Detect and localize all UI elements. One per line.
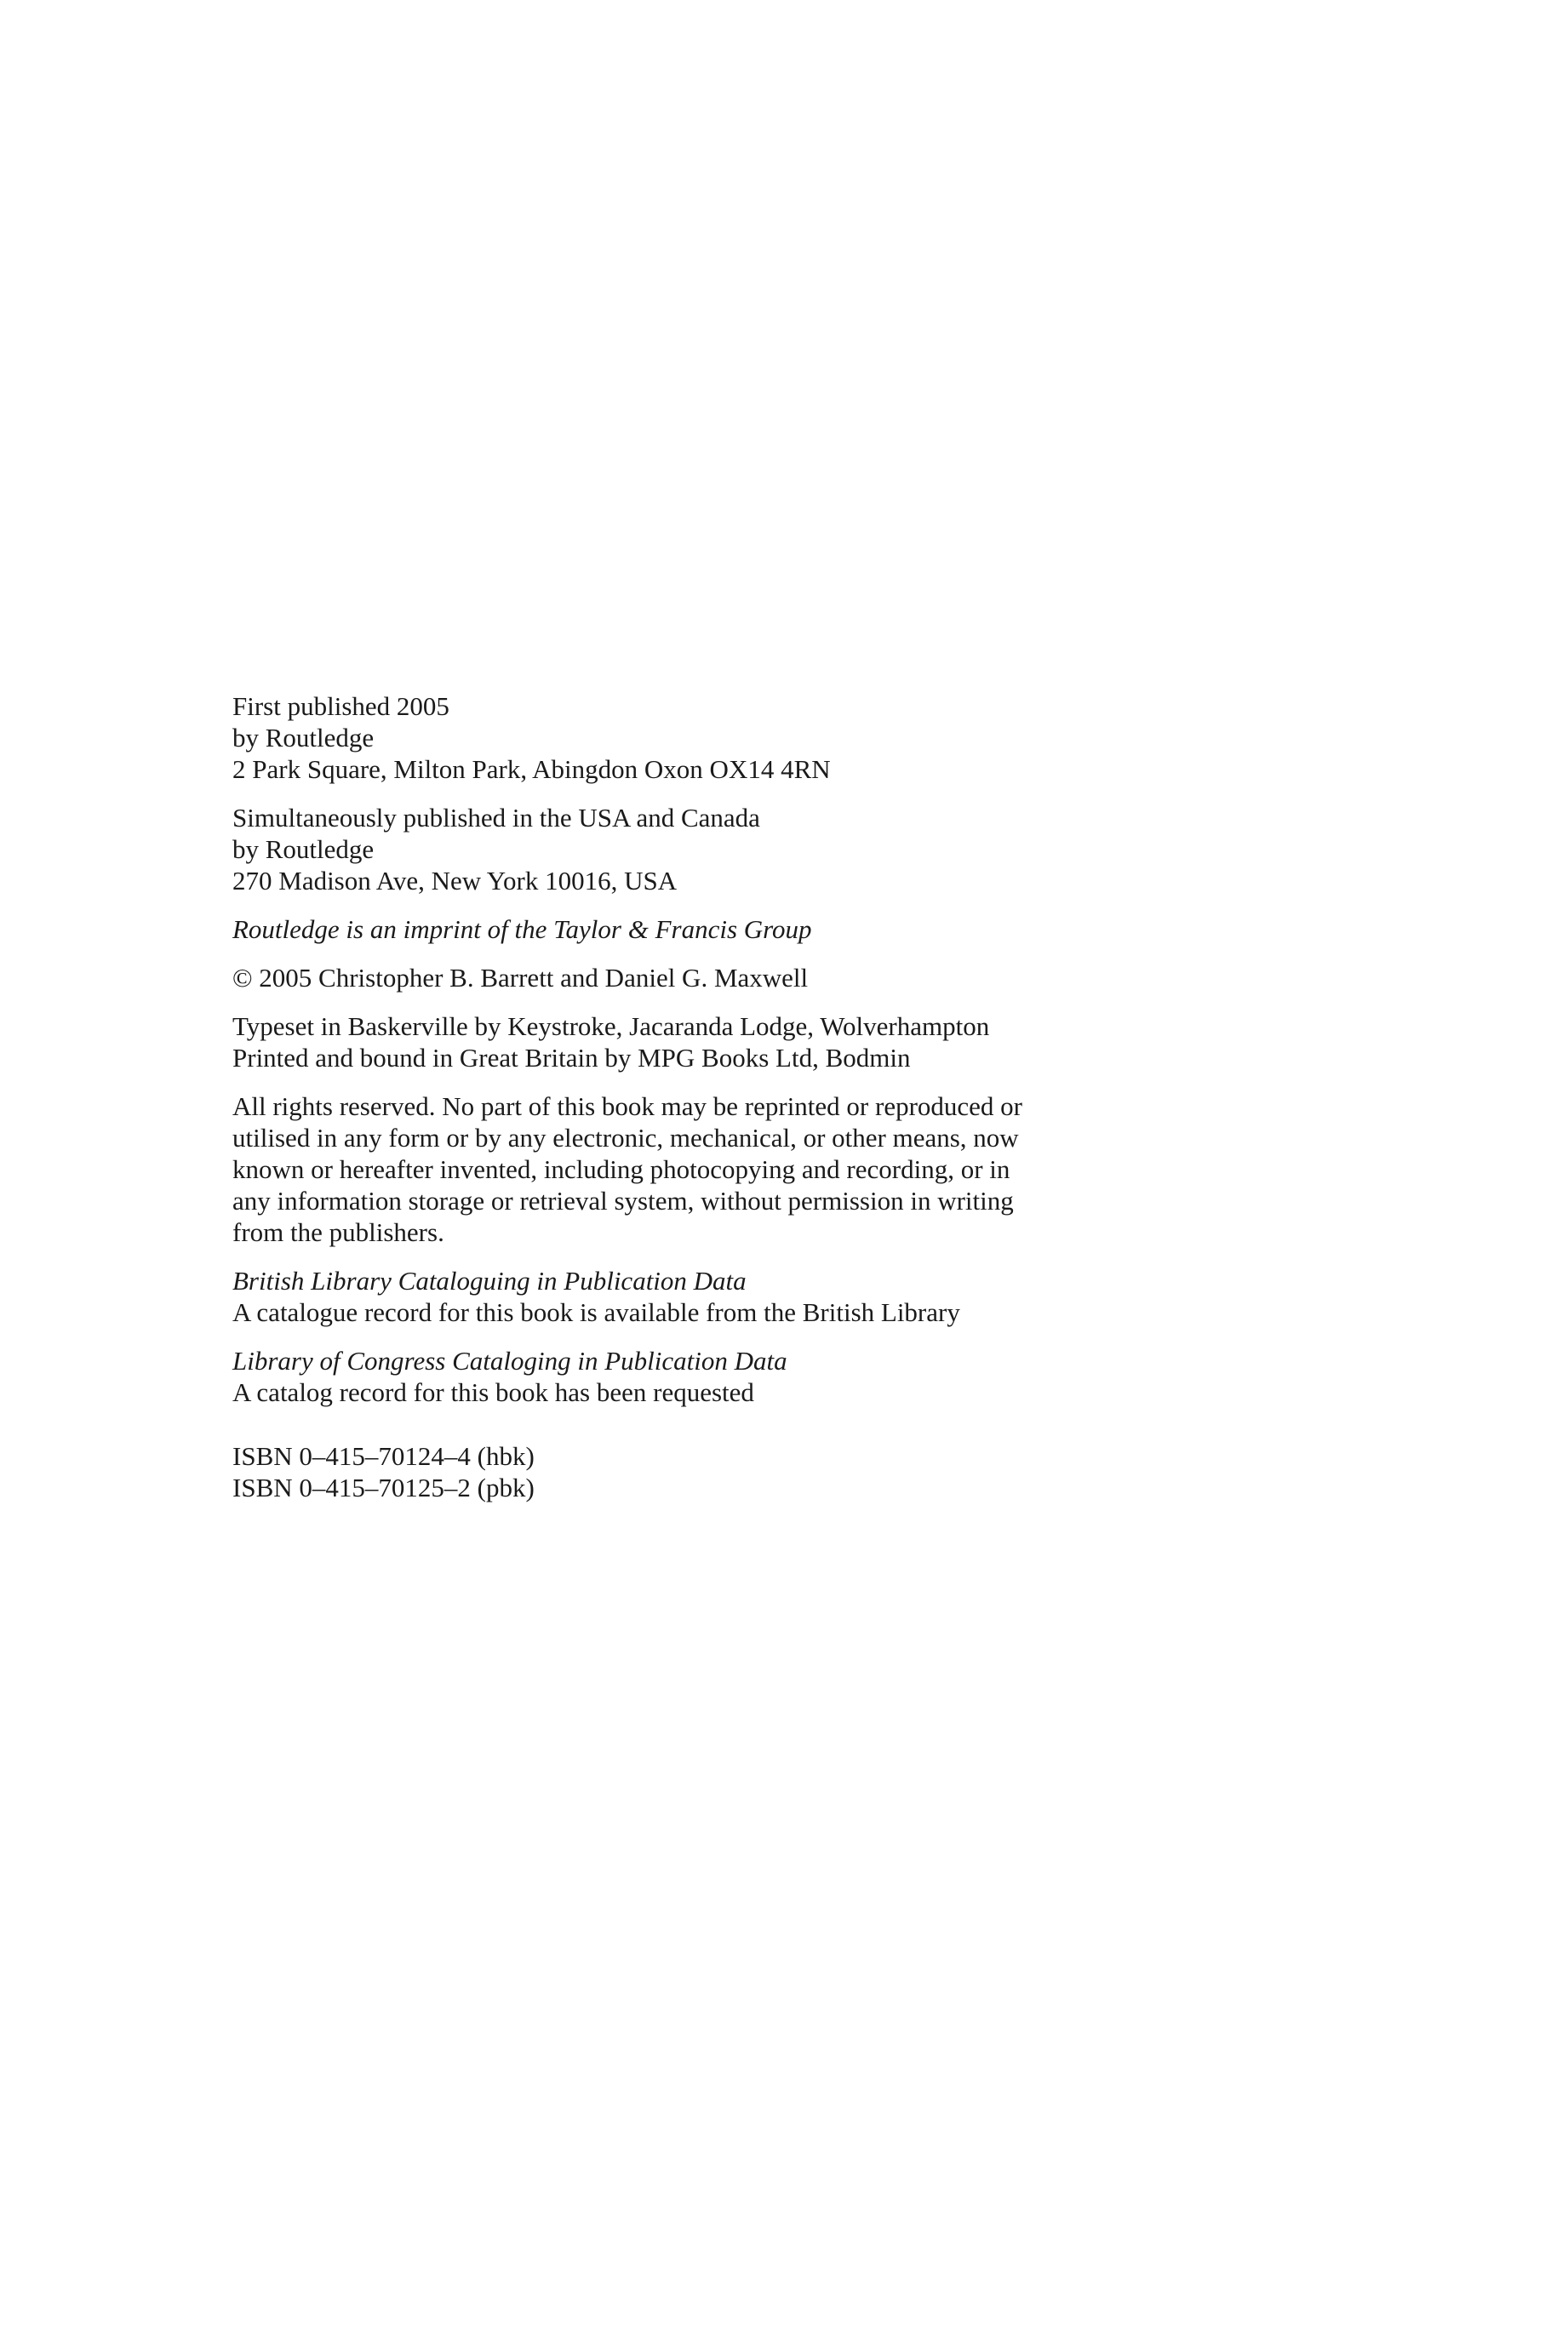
simultaneous-publication-block bbox=[232, 802, 1186, 896]
address-uk-line: 2 Park Square, Milton Park, Abingdon Oxon OX14 4RN bbox=[232, 754, 831, 784]
printed-line: Printed and bound in Great Britain by MPG Books Ltd, Bodmin bbox=[232, 1043, 911, 1073]
isbn-block bbox=[232, 1440, 1186, 1503]
imprint-note-block bbox=[232, 913, 1186, 945]
british-library-heading: British Library Cataloguing in Publication Data bbox=[232, 1266, 747, 1296]
rights-line: any information storage or retrieval system, without permission in writing bbox=[232, 1186, 1014, 1216]
british-library-text: A catalogue record for this book is available from the British Library bbox=[232, 1297, 960, 1327]
british-library-block bbox=[232, 1265, 1186, 1328]
library-of-congress-block bbox=[232, 1345, 1186, 1408]
isbn-hbk: ISBN 0–415–70124–4 (hbk) bbox=[232, 1441, 535, 1471]
typeset-line: Typeset in Baskerville by Keystroke, Jacaranda Lodge, Wolverhampton bbox=[232, 1011, 990, 1041]
rights-line: known or hereafter invented, including photocopying and recording, or in bbox=[232, 1154, 1010, 1184]
production-block bbox=[232, 1010, 1186, 1073]
isbn-pbk: ISBN 0–415–70125–2 (pbk) bbox=[232, 1473, 535, 1502]
rights-line: All rights reserved. No part of this book may be reprinted or reproduced or bbox=[232, 1091, 1023, 1121]
rights-block bbox=[232, 1090, 1186, 1248]
simultaneous-line: Simultaneously published in the USA and Canada bbox=[232, 803, 760, 833]
rights-line: utilised in any form or by any electronic, mechanical, or other means, now bbox=[232, 1123, 1019, 1153]
address-us-line: 270 Madison Ave, New York 10016, USA bbox=[232, 866, 678, 896]
library-of-congress-text: A catalog record for this book has been requested bbox=[232, 1377, 754, 1407]
library-of-congress-heading: Library of Congress Cataloging in Publication Data bbox=[232, 1346, 787, 1376]
imprint-note: Routledge is an imprint of the Taylor & Francis Group bbox=[232, 914, 812, 944]
copyright-page bbox=[232, 690, 1186, 1520]
publisher-uk-line: by Routledge bbox=[232, 723, 375, 753]
copyright-block bbox=[232, 962, 1186, 993]
first-published-line: First published 2005 bbox=[232, 691, 449, 721]
rights-line: from the publishers. bbox=[232, 1217, 444, 1247]
publisher-us-line: by Routledge bbox=[232, 834, 375, 864]
publication-block bbox=[232, 690, 1186, 785]
copyright-notice: © 2005 Christopher B. Barrett and Daniel G. Maxwell bbox=[232, 963, 809, 993]
